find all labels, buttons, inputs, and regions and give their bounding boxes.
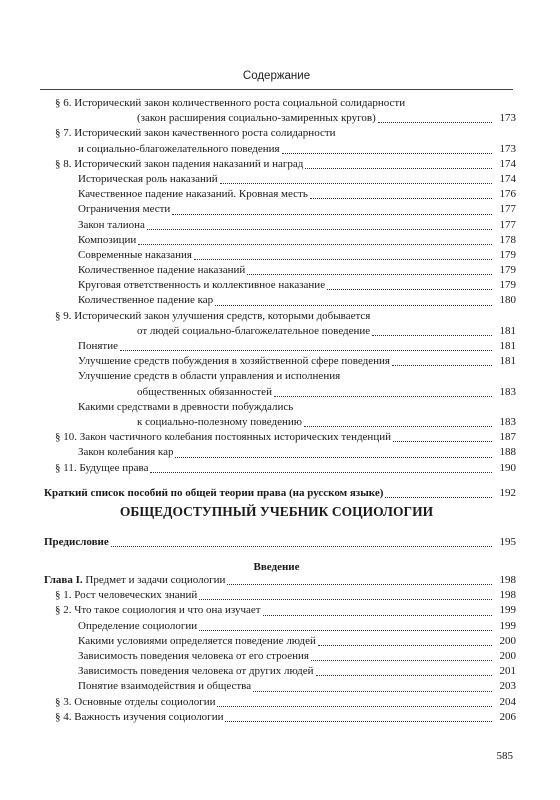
toc-entry[interactable] — [0, 126, 560, 141]
toc-entry-label: Предисловие — [44, 536, 109, 548]
toc-entry-label: Композиции — [78, 233, 137, 246]
toc-entry-label: § 9. Исторический закон улучшения средств, которыми добывается — [55, 309, 371, 322]
toc-entry-label: Улучшение средств побуждения в хозяйственной сфере поведения — [78, 355, 390, 368]
toc-leader-dots — [304, 426, 492, 427]
toc-leader-dots — [253, 691, 492, 692]
toc-chapter-one — [0, 573, 560, 725]
toc-entry[interactable] — [0, 339, 560, 354]
toc-entry-label: Количественное падение кар — [78, 294, 214, 307]
toc-entry[interactable] — [0, 400, 560, 415]
chapter-number: Глава I. — [44, 574, 83, 586]
toc-entry-label: § 6. Исторический закон количественного роста социальной солидарности — [55, 97, 406, 109]
toc-entry[interactable] — [0, 679, 560, 694]
toc-block-chapter-one — [0, 588, 560, 725]
toc-entry[interactable] — [0, 634, 560, 649]
toc-entry-label: и социально-благожелательного поведения — [78, 142, 280, 155]
toc-entry-label: Понятие взаимодействия и общества — [78, 680, 252, 693]
toc-page-number: 199 — [499, 604, 516, 617]
toc-entry-label: Количественное падение наказаний — [78, 264, 246, 277]
toc-entry-label: § 2. Что такое социология и что она изучает — [55, 604, 261, 617]
toc-entry-label: Закон колебания кар — [78, 446, 174, 459]
toc-entry-label: Круговая ответственность и коллективное наказание — [78, 279, 326, 292]
toc-page-number: 183 — [499, 415, 516, 428]
toc-page-number: 203 — [499, 680, 516, 693]
toc-leader-dots — [147, 229, 492, 230]
toc-leader-dots — [138, 244, 492, 245]
toc-entry-label: Качественное падение наказаний. Кровная месть — [78, 188, 308, 201]
toc-entry[interactable] — [0, 354, 560, 369]
toc-page-number: 174 — [499, 172, 516, 185]
page-number: 585 — [496, 750, 513, 762]
toc-entry[interactable] — [0, 588, 560, 603]
toc-leader-dots — [199, 599, 492, 600]
toc-leader-dots — [393, 441, 492, 442]
toc-entry[interactable] — [0, 461, 560, 476]
toc-entry-preface[interactable] — [0, 535, 560, 550]
toc-entry-label: Улучшение средств в области управления и исполнения — [78, 370, 341, 383]
toc-leader-dots — [227, 584, 492, 585]
toc-page-number: 200 — [499, 649, 516, 662]
toc-leader-dots — [172, 214, 492, 215]
toc-leader-dots — [318, 645, 492, 646]
book-title-heading: ОБЩЕДОСТУПНЫЙ УЧЕБНИК СОЦИОЛОГИИ — [119, 504, 434, 519]
toc-entry[interactable] — [0, 293, 560, 308]
toc-leader-dots — [316, 675, 492, 676]
toc-leader-dots — [263, 615, 492, 616]
toc-leader-dots — [327, 289, 492, 290]
toc-leader-dots — [311, 660, 492, 661]
toc-leader-dots — [150, 472, 492, 473]
toc-entry-label: общественных обязанностей — [137, 385, 272, 398]
toc-page-number: 198 — [499, 589, 516, 602]
toc-leader-dots — [385, 497, 492, 498]
toc-entry-label: Определение социологии — [78, 619, 198, 632]
toc-entry-label: § 11. Будущее права — [55, 461, 149, 474]
toc-block-part-one — [0, 96, 560, 476]
toc-page-number: 177 — [499, 203, 516, 216]
toc-entry[interactable] — [0, 664, 560, 679]
toc-entry-label: § 7. Исторический закон качественного роста солидарности — [55, 127, 336, 140]
toc-entry[interactable] — [0, 111, 560, 126]
toc-entry-label: § 8. Исторический закон падения наказаний и наград — [55, 157, 304, 170]
toc-entry-label: § 4. Важность изучения социологии — [55, 710, 224, 723]
toc-leader-dots — [310, 198, 492, 199]
toc-leader-dots — [378, 122, 492, 123]
toc-entry-label: Зависимость поведения человека от его строения — [78, 649, 309, 662]
toc-entry[interactable] — [0, 309, 560, 324]
toc-entry-chapter-1[interactable] — [0, 573, 560, 588]
toc-leader-dots — [372, 335, 492, 336]
toc-leader-dots — [247, 274, 492, 275]
chapter-title: Предмет и задачи социологии — [82, 574, 226, 586]
toc-entry-label: Ограничения мести — [78, 203, 171, 216]
toc-entry[interactable] — [0, 619, 560, 634]
toc-page-number: 181 — [499, 340, 516, 352]
toc-entry[interactable] — [0, 415, 560, 430]
toc-leader-dots — [199, 630, 492, 631]
toc-entry-label: Какими средствами в древности побуждались — [78, 400, 294, 413]
toc-entry-label: § 10. Закон частичного колебания постоянных исторических тенденций — [55, 431, 391, 444]
toc-entry[interactable] — [0, 248, 560, 263]
toc-entry-label: (закон расширения социально-замиренных кругов) — [137, 112, 376, 125]
toc-page-number: 198 — [499, 574, 516, 586]
toc-page-number: 192 — [499, 486, 516, 499]
toc-entry[interactable] — [0, 96, 560, 111]
running-head: Содержание — [242, 70, 311, 82]
toc-entry[interactable] — [0, 695, 560, 710]
toc-entry-label: § 1. Рост человеческих знаний — [55, 589, 198, 602]
toc-entry-label: к социально-полезному поведению — [137, 415, 302, 428]
toc-page-number: 195 — [499, 536, 516, 548]
toc-entry-label: Закон талиона — [78, 218, 145, 231]
toc-leader-dots — [175, 457, 492, 458]
toc-entry[interactable] — [0, 603, 560, 618]
toc-entry[interactable] — [0, 385, 560, 400]
toc-page-number: 173 — [499, 112, 516, 125]
toc-leader-dots — [274, 396, 492, 397]
toc-entry[interactable] — [0, 157, 560, 172]
toc-page-number: 187 — [499, 431, 516, 444]
toc-entry[interactable] — [0, 324, 560, 339]
toc-page-number: 181 — [499, 324, 516, 337]
toc-page-number: 177 — [499, 218, 516, 231]
toc-page-number: 179 — [499, 279, 516, 292]
toc-page-number: 201 — [499, 665, 516, 678]
toc-leader-dots — [220, 183, 492, 184]
toc-leader-dots — [282, 153, 492, 154]
toc-entry-label: Понятие — [78, 340, 118, 352]
toc-entry-label: от людей социально-благожелательное поведение — [137, 324, 371, 337]
toc-entry[interactable] — [0, 172, 560, 187]
toc-entry[interactable] — [0, 218, 560, 233]
toc-entry-short-list[interactable] — [0, 486, 560, 501]
toc-page-number: 190 — [499, 461, 516, 474]
toc-leader-dots — [217, 706, 492, 707]
toc-leader-dots — [215, 305, 492, 306]
toc-entry-label: Современные наказания — [78, 248, 192, 261]
toc-page-number: 206 — [499, 710, 516, 723]
toc-page-number: 188 — [499, 446, 516, 459]
toc-page-number: 200 — [499, 634, 516, 647]
toc-leader-dots — [111, 546, 492, 547]
toc-entry-label: Краткий список пособий по общей теории права (на русском языке) — [44, 486, 384, 499]
toc-leader-dots — [392, 365, 492, 366]
table-of-contents — [0, 96, 560, 501]
toc-entry[interactable] — [0, 649, 560, 664]
toc-entry-label: Историческая роль наказаний — [78, 172, 218, 185]
toc-page-number: 199 — [499, 619, 516, 632]
toc-page-number: 179 — [499, 264, 516, 277]
toc-page-number: 180 — [499, 294, 516, 307]
toc-entry-label: Зависимость поведения человека от других людей — [78, 665, 314, 678]
toc-page-number: 204 — [499, 695, 516, 708]
toc-page-number: 179 — [499, 248, 516, 261]
toc-leader-dots — [225, 721, 492, 722]
toc-leader-dots — [305, 168, 492, 169]
toc-entry[interactable] — [0, 430, 560, 445]
toc-entry[interactable] — [0, 278, 560, 293]
toc-entry[interactable] — [0, 142, 560, 157]
toc-entry[interactable] — [0, 369, 560, 384]
toc-entry-label: Какими условиями определяется поведение людей — [78, 634, 316, 647]
toc-page-number: 174 — [499, 157, 516, 170]
header-rule — [40, 89, 513, 90]
toc-entry[interactable] — [0, 710, 560, 725]
toc-entry[interactable] — [0, 445, 560, 460]
toc-page-number: 178 — [499, 233, 516, 246]
toc-leader-dots — [120, 350, 492, 351]
toc-page-number: 173 — [499, 142, 516, 155]
toc-entry-label: § 3. Основные отделы социологии — [55, 695, 216, 708]
section-heading-introduction: Введение — [253, 561, 300, 573]
toc-entry[interactable] — [0, 187, 560, 202]
toc-page-number: 181 — [499, 355, 516, 368]
toc-entry[interactable] — [0, 202, 560, 217]
toc-page-number: 176 — [499, 188, 516, 201]
toc-page-number: 183 — [499, 385, 516, 398]
toc-entry[interactable] — [0, 263, 560, 278]
toc-entry[interactable] — [0, 233, 560, 248]
toc-leader-dots — [194, 259, 492, 260]
